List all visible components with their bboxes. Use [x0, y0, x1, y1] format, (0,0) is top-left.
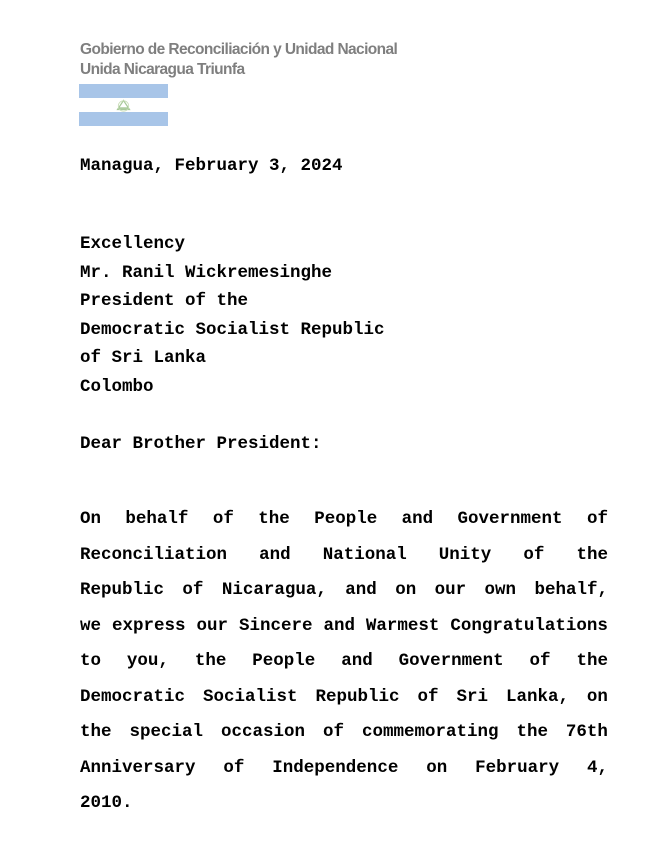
body-word: On — [80, 509, 102, 529]
body-line — [80, 573, 608, 609]
body-word: Democratic — [80, 686, 186, 707]
body-word: Sri — [456, 686, 488, 707]
letterhead-government-name: Gobierno de Reconciliación y Unidad Nacional — [80, 41, 398, 58]
body-word: of — [223, 757, 245, 778]
body-word: on — [586, 686, 608, 707]
salutation: Dear Brother President: — [80, 434, 322, 454]
nicaragua-flag-icon — [79, 84, 168, 126]
body-word: special — [129, 722, 203, 742]
body-line — [80, 644, 608, 680]
body-word: Socialist — [203, 686, 298, 707]
flag-bottom-stripe — [79, 112, 168, 126]
body-word: Government — [457, 509, 563, 529]
body-word: Independence — [272, 757, 399, 778]
body-word: People — [252, 651, 316, 671]
body-word: 76th — [565, 722, 608, 742]
body-word: People — [314, 509, 378, 529]
body-line — [80, 502, 608, 538]
body-word: Government — [398, 651, 504, 671]
body-word: of — [523, 544, 545, 565]
body-word: Republic — [315, 686, 400, 707]
body-line — [80, 786, 608, 822]
address-line: of Sri Lanka — [80, 348, 207, 369]
body-word: and — [401, 509, 434, 529]
recipient-address — [80, 230, 385, 402]
body-word: the — [80, 722, 112, 742]
address-line: President of the — [80, 291, 249, 312]
body-word: behalf — [125, 509, 189, 529]
body-word: Congratulations — [450, 615, 608, 636]
body-word: the — [258, 509, 290, 529]
body-line — [80, 751, 608, 787]
letter-body — [80, 502, 608, 822]
body-word: and — [323, 615, 355, 636]
body-word: Unity — [438, 544, 492, 565]
address-line: Mr. Ranil Wickremesinghe — [80, 262, 333, 283]
body-word: Nicaragua, — [221, 580, 327, 600]
body-line — [80, 609, 608, 645]
body-word: National — [322, 544, 407, 565]
body-word: own — [484, 580, 517, 600]
body-word: of — [529, 651, 551, 671]
body-word: behalf, — [534, 580, 608, 600]
body-word: the — [576, 651, 608, 671]
body-word: of — [417, 686, 439, 707]
body-word: commemorating — [361, 722, 499, 742]
body-word: our — [196, 615, 228, 636]
body-word: 2010. — [80, 793, 133, 813]
body-word: of — [586, 509, 608, 529]
body-line — [80, 680, 608, 716]
address-line: Democratic Socialist Republic — [80, 319, 385, 340]
body-word: Lanka, — [505, 686, 569, 707]
flag-top-stripe — [79, 84, 168, 98]
body-word: and — [259, 544, 291, 565]
body-word: we — [80, 615, 102, 636]
body-word: the — [516, 722, 548, 742]
body-word: on — [426, 757, 448, 778]
body-word: and — [341, 651, 373, 671]
body-word: to — [80, 651, 102, 671]
body-word: Reconciliation — [80, 544, 228, 565]
body-word: occasion — [220, 722, 305, 742]
body-word: and — [345, 580, 377, 600]
letter-date: Managua, February 3, 2024 — [80, 156, 343, 176]
body-word: express — [111, 615, 186, 636]
address-line: Colombo — [80, 376, 154, 397]
flag-emblem-base — [119, 107, 128, 109]
body-word: Anniversary — [80, 757, 196, 778]
body-word: Republic — [80, 580, 165, 600]
body-line — [80, 538, 608, 574]
address-line: Excellency — [80, 234, 186, 254]
body-line — [80, 715, 608, 751]
body-word: Warmest — [365, 615, 440, 636]
body-word: February — [475, 757, 560, 778]
body-word: our — [434, 580, 467, 600]
body-word: of — [212, 509, 234, 529]
body-word: on — [395, 580, 417, 600]
body-word: 4, — [586, 757, 608, 778]
letterhead-slogan: Unida Nicaragua Triunfa — [80, 61, 245, 78]
body-word: the — [576, 544, 608, 565]
letterhead — [80, 40, 397, 80]
body-word: of — [182, 580, 204, 600]
body-word: you, — [126, 651, 169, 671]
body-word: of — [322, 722, 344, 742]
body-word: Sincere — [238, 615, 313, 636]
body-word: the — [194, 651, 227, 671]
